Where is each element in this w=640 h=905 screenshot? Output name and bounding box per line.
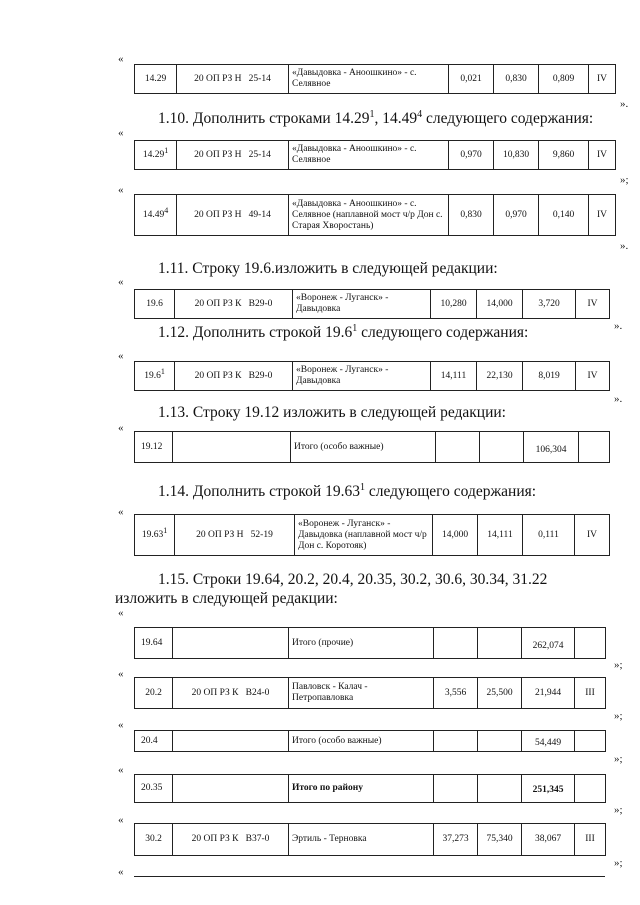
- km-start: 0,830: [449, 195, 494, 236]
- open-quote: «: [118, 607, 124, 619]
- paragraph-1-12: 1.12. Дополнить строкой 19.6$^1$ следующего содержания:: [158, 322, 529, 341]
- category: IV: [576, 362, 610, 391]
- km-start: 14,111: [431, 362, 477, 391]
- open-quote: «: [118, 866, 124, 878]
- open-quote: «: [118, 814, 124, 826]
- road-name: Эртиль - Терновка: [289, 824, 434, 856]
- empty-cell: [575, 775, 606, 803]
- category: III: [575, 824, 606, 856]
- open-quote: «: [118, 184, 124, 196]
- length: 54,449: [522, 731, 575, 752]
- empty-cell: [434, 731, 478, 752]
- close-quote: »;: [614, 710, 623, 722]
- category: IV: [589, 141, 616, 170]
- km-start: 0,970: [449, 141, 494, 170]
- road-code: 20 ОП РЗ Н 25-14: [177, 141, 289, 170]
- row-number: 14.29: [135, 65, 177, 94]
- row-number: 30.2: [135, 824, 173, 856]
- table-row-19-6-1: [134, 361, 610, 391]
- km-start: 3,556: [434, 678, 478, 709]
- table-row-14-29-1: [134, 140, 616, 170]
- km-start: 14,000: [433, 515, 478, 556]
- length: 21,944: [522, 678, 575, 709]
- open-quote: «: [118, 506, 124, 518]
- table-row-20-4: [134, 730, 606, 752]
- empty-cell: [173, 775, 289, 803]
- row-number: 19.6$^1$: [135, 362, 175, 391]
- road-name: «Воронеж - Луганск» - Давыдовка: [293, 362, 431, 391]
- road-name: «Воронеж - Луганск» - Давыдовка: [293, 290, 431, 319]
- row-number: 19.6: [135, 290, 175, 319]
- km-start: 10,280: [431, 290, 477, 319]
- close-quote: »;: [614, 857, 623, 869]
- km-end: 0,830: [494, 65, 539, 94]
- row-number: 20.4: [135, 731, 173, 752]
- road-name: «Давыдовка - Аноошкино» - с. Селявное: [289, 141, 449, 170]
- close-quote: ».: [620, 240, 629, 252]
- empty-cell: [480, 432, 524, 463]
- empty-cell: [579, 432, 610, 463]
- empty-cell: [575, 731, 606, 752]
- road-code: 20 ОП РЗ Н 52-19: [175, 515, 295, 556]
- road-name: «Давыдовка - Аноошкино» - с. Селявное (наплавной мост ч/р Дон с. Старая Хворостань): [289, 195, 449, 236]
- length: 251,345: [522, 775, 575, 803]
- table-row-19-6: [134, 289, 610, 319]
- open-quote: «: [118, 350, 124, 362]
- km-start: 37,273: [434, 824, 478, 856]
- category: III: [575, 678, 606, 709]
- empty-cell: [173, 628, 289, 659]
- paragraph-1-13: 1.13. Строку 19.12 изложить в следующей редакции:: [158, 404, 506, 421]
- empty-cell: [478, 731, 522, 752]
- length: 0,809: [539, 65, 589, 94]
- km-end: 0,970: [494, 195, 539, 236]
- paragraph-1-11: 1.11. Строку 19.6.изложить в следующей редакции:: [158, 260, 498, 277]
- paragraph-1-14: 1.14. Дополнить строкой 19.63$^1$ следующего содержания:: [158, 481, 537, 500]
- category: IV: [589, 65, 616, 94]
- length: 262,074: [522, 628, 575, 659]
- row-number: 20.35: [135, 775, 173, 803]
- close-quote: »;: [614, 659, 623, 671]
- row-number: 20.2: [135, 678, 173, 709]
- km-start: 0,021: [449, 65, 494, 94]
- table-row-14-49-4: [134, 194, 616, 236]
- length: 38,067: [522, 824, 575, 856]
- length: 0,140: [539, 195, 589, 236]
- km-end: 14,111: [478, 515, 523, 556]
- empty-cell: [434, 628, 478, 659]
- km-end: 25,500: [478, 678, 522, 709]
- row-number: 19.64: [135, 628, 173, 659]
- category: IV: [575, 515, 610, 556]
- row-number: 14.49$^4$: [135, 195, 177, 236]
- empty-cell: [478, 775, 522, 803]
- empty-cell: [173, 731, 289, 752]
- empty-cell: [575, 628, 606, 659]
- length: 3,720: [523, 290, 576, 319]
- road-code: 20 ОП РЗ Н 25-14: [177, 65, 289, 94]
- table-top-edge: [134, 876, 605, 877]
- road-code: 20 ОП РЗ Н 49-14: [177, 195, 289, 236]
- close-quote: ».: [614, 393, 623, 405]
- open-quote: «: [118, 53, 124, 65]
- table-row-19-63-1: [134, 514, 610, 556]
- km-end: 10,830: [494, 141, 539, 170]
- close-quote: ».: [620, 98, 629, 110]
- open-quote: «: [118, 764, 124, 776]
- road-name: Итого по району: [289, 775, 434, 803]
- table-row-30-2: [134, 823, 606, 856]
- road-name: «Давыдовка - Аноошкино» - с. Селявное: [289, 65, 449, 94]
- road-name: Итого (особо важные): [291, 432, 436, 463]
- km-end: 14,000: [477, 290, 523, 319]
- empty-cell: [478, 628, 522, 659]
- table-row-20-35: [134, 774, 606, 803]
- road-code: 20 ОП РЗ К В24-0: [173, 678, 289, 709]
- empty-cell: [434, 775, 478, 803]
- km-end: 75,340: [478, 824, 522, 856]
- close-quote: ».: [614, 320, 623, 332]
- close-quote: »;: [614, 804, 623, 816]
- category: IV: [589, 195, 616, 236]
- table-row-19-64: [134, 627, 606, 659]
- open-quote: «: [118, 422, 124, 434]
- road-code: 20 ОП РЗ К В37-0: [173, 824, 289, 856]
- road-code: 20 ОП РЗ К В29-0: [175, 290, 293, 319]
- close-quote: »;: [614, 753, 623, 765]
- open-quote: «: [118, 127, 124, 139]
- empty-cell: [436, 432, 480, 463]
- table-row-19-12: [134, 431, 610, 463]
- length: 9,860: [539, 141, 589, 170]
- open-quote: «: [118, 668, 124, 680]
- open-quote: «: [118, 719, 124, 731]
- paragraph-1-10: 1.10. Дополнить строками 14.29$^1$, 14.49$^4$ следующего содержания:: [158, 108, 594, 127]
- road-name: «Воронеж - Луганск» - Давыдовка (наплавной мост ч/р Дон с. Коротояк): [295, 515, 433, 556]
- row-number: 14.29$^1$: [135, 141, 177, 170]
- table-row-14-29: [134, 64, 616, 94]
- table-row-20-2: [134, 677, 606, 709]
- km-end: 22,130: [477, 362, 523, 391]
- empty-cell: [173, 432, 291, 463]
- category: IV: [576, 290, 610, 319]
- row-number: 19.63$^1$: [135, 515, 175, 556]
- road-name: Итого (особо важные): [289, 731, 434, 752]
- paragraph-1-15: 1.15. Строки 19.64, 20.2, 20.4, 20.35, 30.2, 30.6, 30.34, 31.22 изложить в следующей редакции:: [115, 571, 548, 607]
- open-quote: «: [118, 276, 124, 288]
- length: 8,019: [523, 362, 576, 391]
- length: 0,111: [523, 515, 575, 556]
- road-name: Итого (прочие): [289, 628, 434, 659]
- length: 106,304: [524, 432, 579, 463]
- close-quote: »;: [620, 174, 629, 186]
- road-code: 20 ОП РЗ К В29-0: [175, 362, 293, 391]
- road-name: Павловск - Калач - Петропавловка: [289, 678, 434, 709]
- row-number: 19.12: [135, 432, 173, 463]
